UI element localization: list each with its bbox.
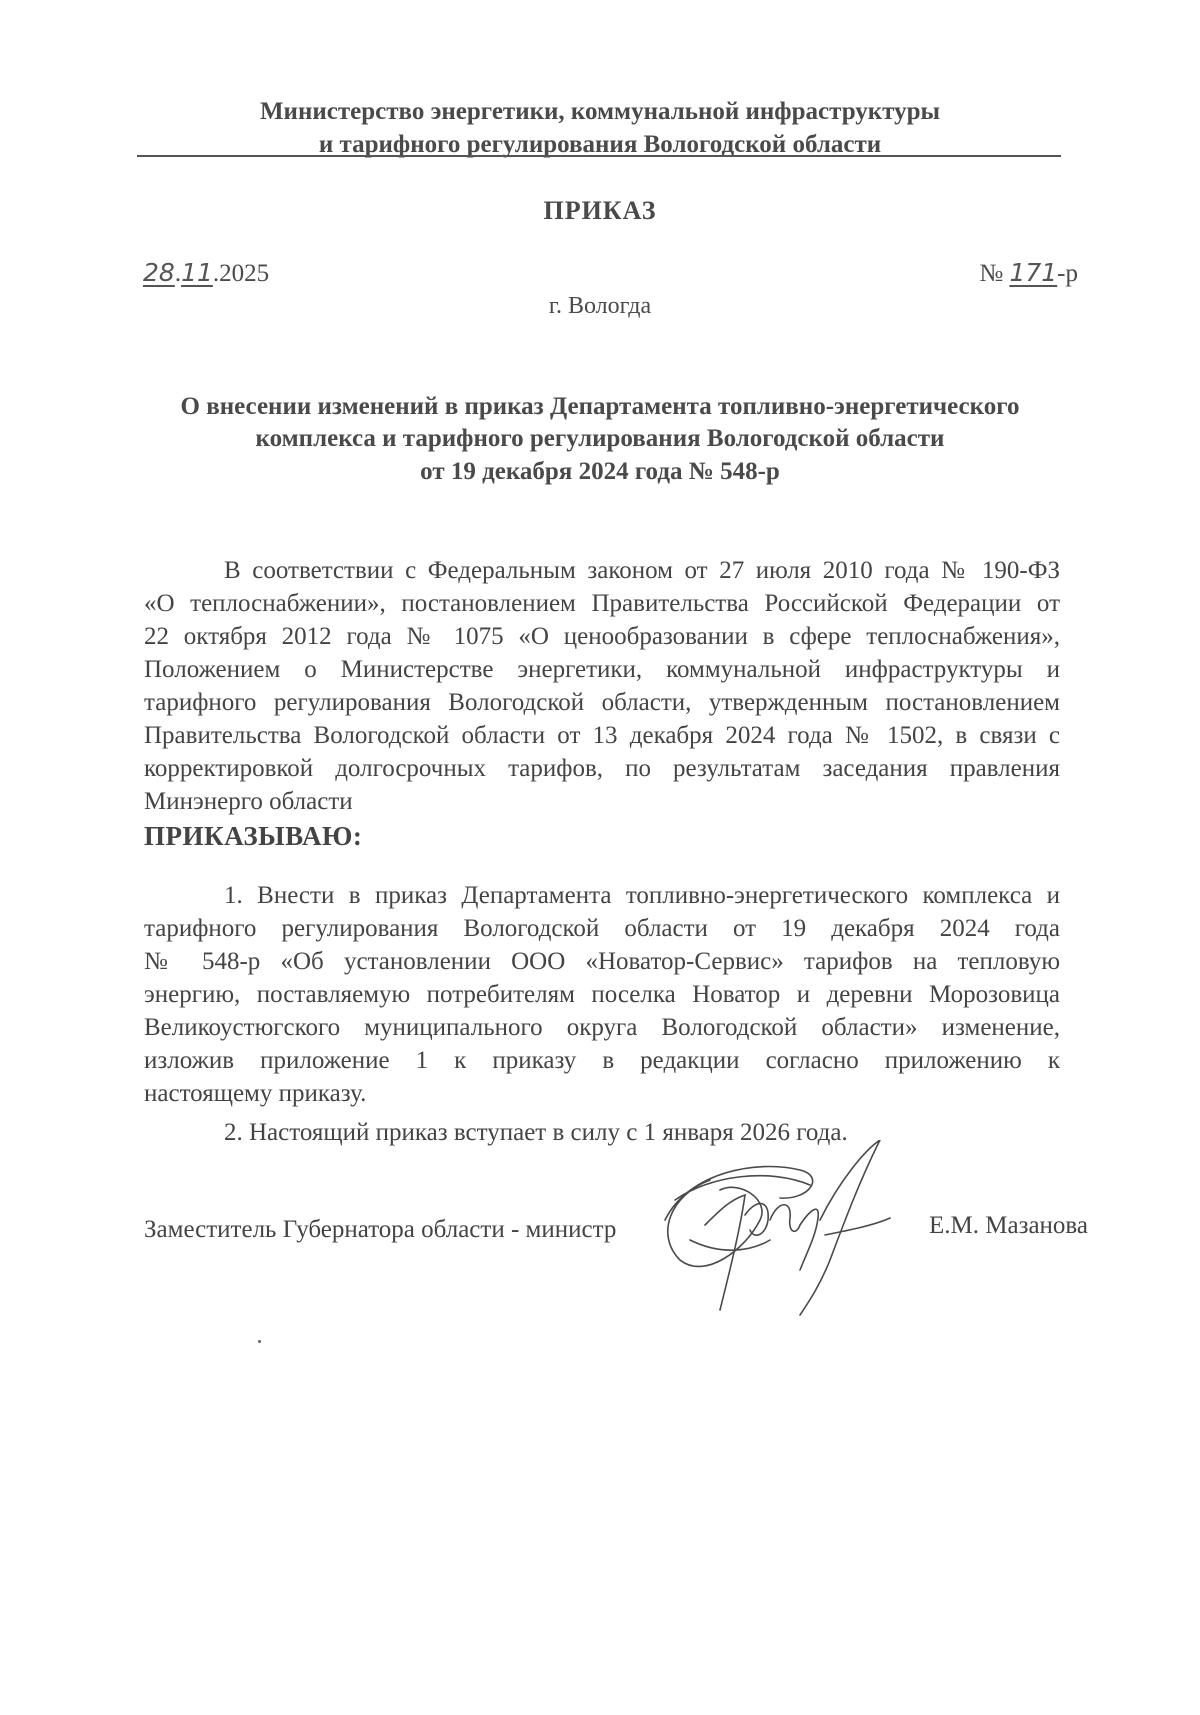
preamble-paragraph	[144, 554, 1060, 818]
signatory-name: Е.М. Мазанова	[929, 1212, 1088, 1239]
number-value: 171	[1009, 258, 1058, 287]
scan-speck	[258, 1340, 261, 1343]
subject-line-2: комплекса и тарифного регулирования Вологодской области	[255, 425, 945, 452]
item1-line: изложив приложение 1 к приказу в редакции согласно приложению к	[144, 1047, 1060, 1074]
item1-line: энергию, поставляемую потребителям поселка Новатор и деревни Морозовица	[144, 981, 1060, 1008]
ministry-name-line-1: Министерство энергетики, коммунальной инфраструктуры	[259, 98, 941, 125]
signatory-title: Заместитель Губернатора области - министр	[144, 1216, 617, 1243]
item1-line: тарифного регулирования Вологодской области от 19 декабря 2024 года	[144, 915, 1060, 942]
document-number	[979, 258, 1078, 288]
ministry-name-line-2: и тарифного регулирования Вологодской области	[318, 131, 882, 158]
header-rule	[137, 155, 1061, 157]
preamble-line: Правительства Вологодской области от 13 декабря 2024 года № 1502, в связи с	[144, 722, 1060, 749]
item2-line: 2. Настоящий приказ вступает в силу с 1 января 2026 года.	[224, 1119, 848, 1146]
preamble-line: корректировкой долгосрочных тарифов, по результатам заседания правления	[144, 755, 1060, 782]
preamble-line: Положением о Министерстве энергетики, коммунальной инфраструктуры и	[144, 656, 1060, 683]
handwritten-signature	[650, 1140, 920, 1330]
preamble-line: тарифного регулирования Вологодской области, утвержденным постановлением	[144, 689, 1060, 716]
number-prefix: №	[979, 260, 1004, 287]
document-city: г. Вологда	[548, 293, 652, 319]
preamble-line: 22 октября 2012 года № 1075 «О ценообразовании в сфере теплоснабжения»,	[144, 623, 1060, 650]
date-day: 28	[143, 258, 175, 287]
subject-line-3: от 19 декабря 2024 года № 548-р	[420, 458, 780, 485]
date-month: 11	[181, 258, 213, 287]
item1-line: настоящему приказу.	[144, 1080, 367, 1107]
number-suffix: -р	[1057, 260, 1078, 287]
subject-line-1: О внесении изменений в приказ Департамента топливно-энергетического	[180, 393, 1020, 420]
item1-line: 1. Внести в приказ Департамента топливно-энергетического комплекса и	[224, 882, 1060, 909]
item1-line: Великоустюгского муниципального округа Вологодской области» изменение,	[144, 1014, 1060, 1041]
document-date: 28.11.2025	[143, 258, 270, 287]
order-word: ПРИКАЗЫВАЮ:	[144, 821, 363, 851]
preamble-line: «О теплоснабжении», постановлением Правительства Российской Федерации от	[144, 590, 1060, 617]
preamble-line: Минэнерго области	[144, 788, 353, 815]
date-year: .2025	[212, 260, 270, 287]
preamble-line: В соответствии с Федеральным законом от 27 июля 2010 года № 190-ФЗ	[224, 557, 1060, 584]
document-type: ПРИКАЗ	[543, 196, 657, 225]
order-item-2	[144, 1116, 1060, 1149]
order-item-1	[144, 879, 1060, 1110]
item1-line: № 548-р «Об установлении ООО «Новатор-Сервис» тарифов на тепловую	[144, 948, 1060, 975]
